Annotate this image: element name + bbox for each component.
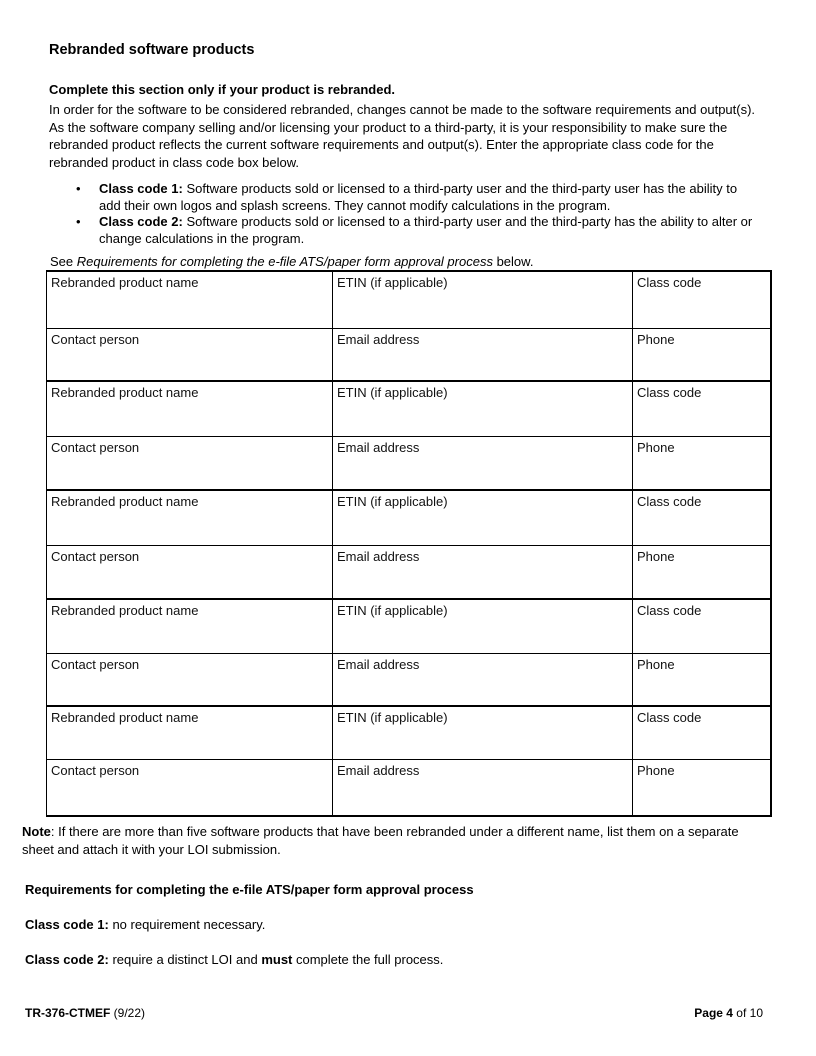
product-row [47,706,771,759]
email-address-field[interactable]: Email address [333,759,633,816]
see-requirements-line: See Requirements for completing the e-file ATS/paper form approval process below. [50,254,534,269]
contact-row [47,545,771,599]
product-name-field[interactable]: Rebranded product name [47,599,333,653]
note-label: Note [22,824,51,839]
class-code-field[interactable]: Class code [633,271,771,328]
product-name-field[interactable]: Rebranded product name [47,271,333,328]
contact-person-field[interactable]: Contact person [47,545,333,599]
class-code-field[interactable]: Class code [633,381,771,436]
etin-field[interactable]: ETIN (if applicable) [333,271,633,328]
rebranded-products-table [46,270,772,817]
bullet-text: Software products sold or licensed to a third-party user and the third-party user has the ability to add their own logos and splash screens. They cannot modify calculations in the program. [99,181,738,213]
contact-person-field[interactable]: Contact person [47,328,333,381]
product-row [47,271,771,328]
email-address-field[interactable]: Email address [333,436,633,490]
phone-field[interactable]: Phone [633,328,771,381]
email-address-field[interactable]: Email address [333,545,633,599]
section-title: Rebranded software products [49,42,255,58]
bullet-label: Class code 1: [99,181,183,196]
phone-field[interactable]: Phone [633,545,771,599]
etin-field[interactable]: ETIN (if applicable) [333,381,633,436]
phone-field[interactable]: Phone [633,436,771,490]
requirement-class-code-1: Class code 1: no requirement necessary. [25,917,266,932]
etin-field[interactable]: ETIN (if applicable) [333,706,633,759]
bullet-text: Software products sold or licensed to a third-party user and the third-party has the ability to alter or change calculations in the program. [99,214,753,246]
email-address-field[interactable]: Email address [333,328,633,381]
contact-row [47,759,771,816]
phone-field[interactable]: Phone [633,759,771,816]
etin-field[interactable]: ETIN (if applicable) [333,599,633,653]
phone-field[interactable]: Phone [633,653,771,706]
contact-row [47,653,771,706]
class-code-field[interactable]: Class code [633,490,771,545]
requirements-heading: Requirements for completing the e-file ATS/paper form approval process [25,882,474,897]
bullet-label: Class code 2: [99,214,183,229]
contact-person-field[interactable]: Contact person [47,436,333,490]
class-code-field[interactable]: Class code [633,599,771,653]
contact-row [47,328,771,381]
contact-person-field[interactable]: Contact person [47,653,333,706]
product-row [47,381,771,436]
note-paragraph [22,823,772,859]
bullet-dot-icon: • [76,181,81,196]
email-address-field[interactable]: Email address [333,653,633,706]
page-number: Page 4 of 10 [694,1006,763,1020]
contact-person-field[interactable]: Contact person [47,759,333,816]
product-row [47,490,771,545]
bullet-class-code-1 [76,181,756,214]
note-text: : If there are more than five software products that have been rebranded under a different name, list them on a separate sheet and attach it with your LOI submission. [22,824,739,857]
product-name-field[interactable]: Rebranded product name [47,706,333,759]
product-name-field[interactable]: Rebranded product name [47,381,333,436]
bullet-class-code-2 [76,214,756,247]
instructions-body: In order for the software to be considered rebranded, changes cannot be made to the software requirements and output(s). As the software company selling and/or licensing your product to a third-party, it is your responsibility to make sure the rebranded product reflects the current software requirements and output(s). Enter the appropriate class code for the rebranded product in class code box below. [49,102,756,170]
class-code-field[interactable]: Class code [633,706,771,759]
form-number: TR-376-CTMEF (9/22) [25,1006,146,1020]
product-name-field[interactable]: Rebranded product name [47,490,333,545]
instructions-heading: Complete this section only if your product is rebranded. [49,82,395,97]
etin-field[interactable]: ETIN (if applicable) [333,490,633,545]
product-row [47,599,771,653]
requirements-reference: Requirements for completing the e-file ATS/paper form approval process [76,254,493,269]
contact-row [47,436,771,490]
bullet-dot-icon: • [76,214,81,229]
requirement-class-code-2: Class code 2: require a distinct LOI and must complete the full process. [25,952,444,967]
